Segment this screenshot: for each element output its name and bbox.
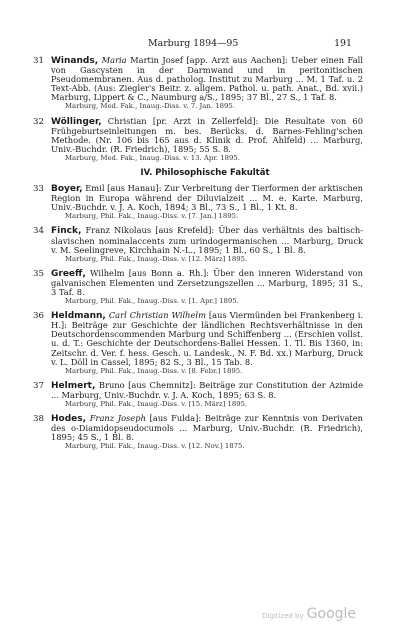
watermark-caption: Digitized by bbox=[262, 612, 304, 620]
author-surname: Hodes, bbox=[51, 414, 87, 425]
entry-number: 32 bbox=[33, 116, 44, 127]
running-title: Marburg 1894—95 bbox=[148, 38, 239, 49]
author-surname: Winands, bbox=[51, 56, 99, 66]
entry-description: Christian [pr. Arzt in Zellerfeld]: Die Resultate von 60 Frühgeburtseinleitungen m. bes. Berücks. d. Barnes-Fehling'schen Methode. (Nr. 106 bis 165 aus d. Klinik d. Prof. Ahlfeld) ... Marburg, Univ.-Buchdr. (R. Friedrich), 1895; 55 S. 8. bbox=[51, 115, 363, 154]
page-header bbox=[0, 38, 400, 52]
entry-number: 33 bbox=[33, 184, 44, 195]
entry-note: Marburg, Phil. Fak., Inaug.-Diss. v. [7. Jan.] 1895. bbox=[65, 212, 239, 221]
author-surname: Heldmann, bbox=[51, 311, 106, 322]
entry-37 bbox=[0, 381, 400, 408]
author-surname: Wöllinger, bbox=[51, 116, 102, 127]
entry-text bbox=[51, 226, 363, 254]
entry-description: Wilhelm [aus Bonn a. Rh.]: Über den inneren Widerstand von galvanischen Elementen und Zersetzungszellen ... Marburg, 1895; 31 S., 3 Taf. 8. bbox=[51, 267, 363, 297]
entry-note: Marburg, Phil. Fak., Inaug.-Diss. v. [1. Apr.] 1895. bbox=[65, 297, 239, 306]
entry-note: Marburg, Phil. Fak., Inaug.-Diss. v. [12. März] 1895. bbox=[65, 254, 248, 263]
entry-note: Marburg, Phil. Fak., Inaug.-Diss. v. [8. Febr.] 1895. bbox=[65, 366, 243, 375]
entry-note: Marburg, Phil. Fak., Inaug.-Diss. v. [15. März] 1895. bbox=[65, 400, 248, 408]
entry-number: 31 bbox=[33, 56, 44, 66]
entry-description: [aus Fulda]: Beiträge zur Kenntnis von Derivaten des o-Diamidopseudocumols ... Marburg, Univ.-Buchdr. (R. Friedrich), 1895; 45 S., 1 Bl. 8. bbox=[51, 413, 363, 443]
author-given: Carl Christian Wilhelm bbox=[105, 310, 206, 321]
entry-31 bbox=[0, 56, 400, 111]
entry-number: 37 bbox=[33, 380, 44, 391]
entry-note: Marburg, Med. Fak., Inaug.-Diss. v. 7. Jan. 1895. bbox=[65, 102, 235, 111]
entry-description: Franz Nikolaus [aus Krefeld]: Über das verhältnis des baltisch-slavischen nominalaccents zum urindogermanischen ... Marburg, Druck v. M. Seelingreve, Kirchhain N.-L., 1895; 1 Bl., 60 S., 1 Bl. 8. bbox=[51, 225, 363, 255]
entry-note: Marburg, Phil. Fak., Inaug.-Diss. v. [12. Nov.] 1875. bbox=[65, 442, 245, 451]
page-number: 191 bbox=[334, 38, 352, 49]
entry-text bbox=[51, 381, 363, 400]
entry-text bbox=[51, 269, 363, 297]
entry-36 bbox=[0, 311, 400, 375]
entry-number: 36 bbox=[33, 311, 44, 322]
entry-38 bbox=[0, 414, 400, 450]
author-surname: Boyer, bbox=[51, 184, 83, 195]
entry-description: [aus Viermünden bei Frankenberg i. H.]: Beiträge zur Geschichte der ländlichen Rechtsverhältnisse in den Deutschordenscommenden Marburg und Schiffenberg ... (Erschien vollst. u. d. T.: Geschichte der Deutschordens-Ballei Hessen. 1. Tl. Bis 1360, in: Zeitschr. d. Ver. f. hess. Gesch. u. Landesk., N. F. Bd. xx.) Marburg, Druck v. L. Döll in Cassel, 1895; 82 S., 3 Bl., 15 Tab. 8. bbox=[51, 310, 363, 367]
entry-text bbox=[51, 56, 363, 102]
author-surname: Helmert, bbox=[51, 380, 96, 391]
entry-34 bbox=[0, 226, 400, 262]
entry-number: 38 bbox=[33, 414, 44, 425]
entry-text bbox=[51, 414, 363, 442]
entry-description: Bruno [aus Chemnitz]: Beiträge zur Constitution der Azimide ... Marburg, Univ.-Buchdr. v. J. A. Koch, 1895; 63 S. 8. bbox=[51, 379, 363, 400]
section-heading: IV. Philosophische Fakultät bbox=[140, 168, 270, 179]
entry-list bbox=[0, 56, 400, 456]
entry-number: 35 bbox=[33, 268, 44, 279]
entry-text bbox=[51, 117, 363, 154]
entry-number: 34 bbox=[33, 226, 44, 237]
google-logo: Google bbox=[306, 606, 357, 622]
entry-description: Martin Josef [app. Arzt aus Aachen]: Ueber einen Fall von Gascysten in der Darmwand und in peritonitischen Pseudomembranen. Aus d. patholog. Institut zu Marburg ... M. 1 Taf. u. 2 Text-Abb. (Aus: Ziegler's Beitr. z. allgem. Pathol. u. path. Anat., Bd. xvii.) Marburg, Lippert & C., Naumburg a/S., 1895; 37 Bl., 27 S., 1 Taf. 8. bbox=[51, 55, 363, 103]
google-watermark bbox=[262, 603, 356, 622]
author-surname: Greeff, bbox=[51, 268, 86, 279]
entry-text bbox=[51, 311, 363, 367]
author-given: Maria bbox=[98, 55, 127, 65]
entry-33 bbox=[0, 184, 400, 220]
entry-note: Marburg, Med. Fak., Inaug.-Diss. v. 13. Apr. 1895. bbox=[65, 153, 240, 162]
entry-32 bbox=[0, 117, 400, 162]
entry-35 bbox=[0, 269, 400, 305]
author-surname: Finck, bbox=[51, 226, 82, 237]
author-given: Franz Joseph bbox=[86, 413, 146, 424]
entry-description: Emil [aus Hanau]: Zur Verbreitung der Tierformen der arktischen Region in Europa während der Diluvialzeit ... M. e. Karte. Marburg, Univ.-Buchdr. v. J. A. Koch, 1894; 3 Bl., 73 S., 1 Bl., 1 Kt. 8. bbox=[51, 183, 363, 213]
entry-text bbox=[51, 184, 363, 212]
